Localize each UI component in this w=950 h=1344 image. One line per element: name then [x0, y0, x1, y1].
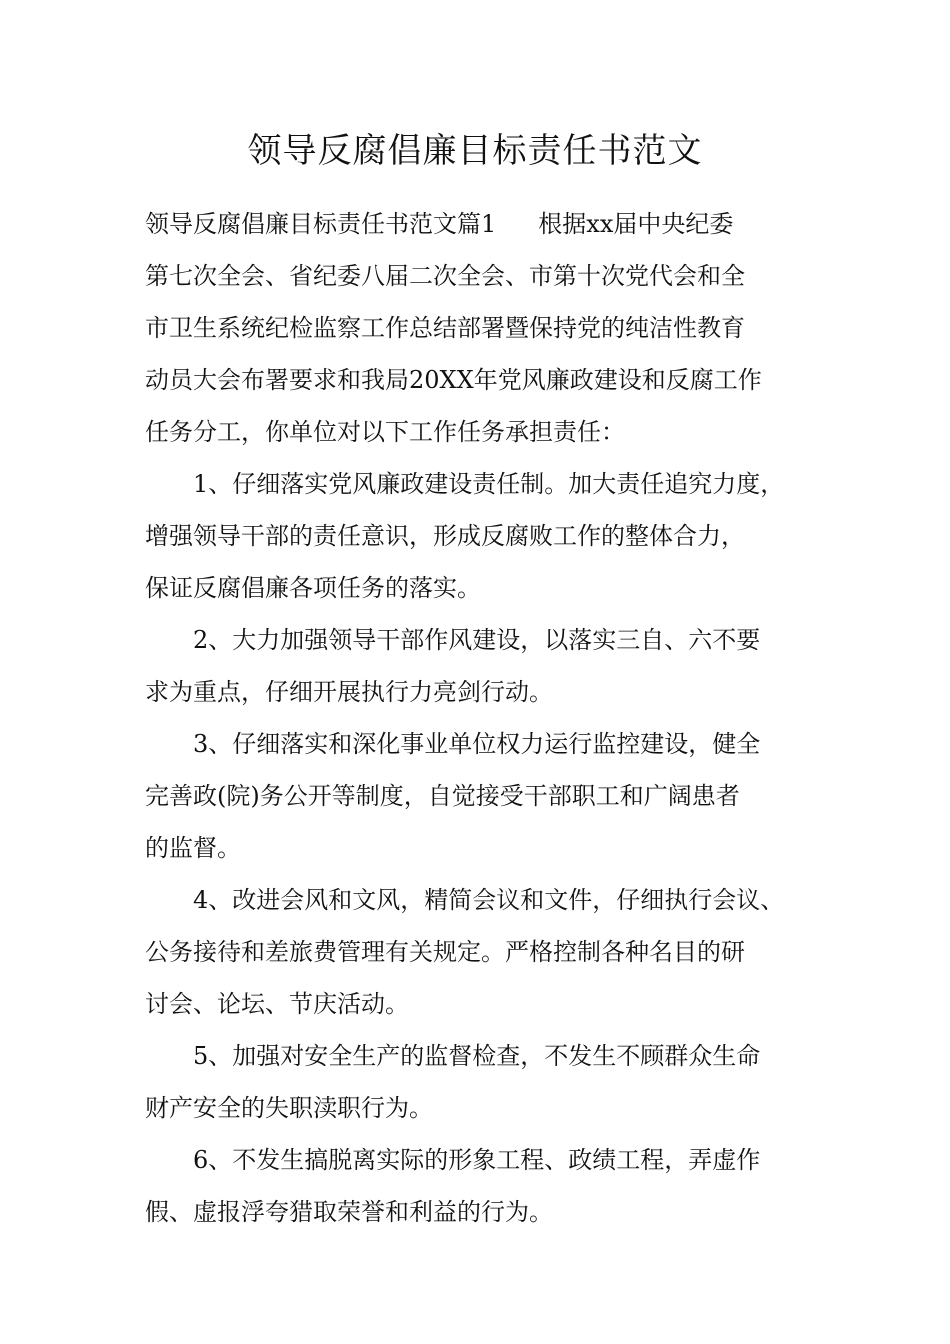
- section-heading: 领导反腐倡廉目标责任书范文篇1: [145, 210, 497, 238]
- item-paragraph-5: [145, 1030, 825, 1134]
- intro-paragraph: [145, 198, 825, 458]
- text-line-content: 根据xx届中央纪委: [538, 210, 734, 238]
- item-paragraph-2: [145, 614, 825, 718]
- text-line: 动员大会布署要求和我局20XX年党风廉政建设和反腐工作: [145, 366, 762, 394]
- text-line: 2、大力加强领导干部作风建设，以落实三自、六不要: [193, 626, 761, 654]
- text-line: 保证反腐倡廉各项任务的落实。: [145, 574, 481, 602]
- text-line: [145, 198, 825, 250]
- text-line: 财产安全的失职渎职行为。: [145, 1094, 433, 1122]
- text-line: 6、不发生搞脱离实际的形象工程、政绩工程，弄虚作: [193, 1146, 761, 1174]
- item-paragraph-1: [145, 458, 825, 614]
- text-line: 求为重点，仔细开展执行力亮剑行动。: [145, 678, 553, 706]
- text-line: 完善政(院)务公开等制度，自觉接受干部职工和广阔患者: [145, 782, 740, 810]
- item-paragraph-4: [145, 874, 825, 1030]
- text-line: 任务分工，你单位对以下工作任务承担责任：: [145, 418, 625, 446]
- text-line: 4、改进会风和文风，精简会议和文件，仔细执行会议、: [193, 886, 785, 914]
- text-line: 假、虚报浮夸猎取荣誉和利益的行为。: [145, 1198, 553, 1226]
- text-line: 市卫生系统纪检监察工作总结部署暨保持党的纯洁性教育: [145, 314, 745, 342]
- item-paragraph-3: [145, 718, 825, 874]
- text-line: 公务接待和差旅费管理有关规定。严格控制各种名目的研: [145, 938, 745, 966]
- document-body: [145, 198, 825, 1238]
- item-paragraph-6: [145, 1134, 825, 1238]
- text-line: 增强领导干部的责任意识，形成反腐败工作的整体合力，: [145, 522, 745, 550]
- text-line: 第七次全会、省纪委八届二次全会、市第十次党代会和全: [145, 262, 745, 290]
- text-line: 的监督。: [145, 834, 241, 862]
- text-line: 讨会、论坛、节庆活动。: [145, 990, 409, 1018]
- text-line: 5、加强对安全生产的监督检查，不发生不顾群众生命: [193, 1042, 761, 1070]
- text-line: 3、仔细落实和深化事业单位权力运行监控建设，健全: [193, 730, 761, 758]
- document-title: 领导反腐倡廉目标责任书范文: [247, 131, 703, 171]
- text-line: 1、仔细落实党风廉政建设责任制。加大责任追究力度，: [193, 470, 785, 498]
